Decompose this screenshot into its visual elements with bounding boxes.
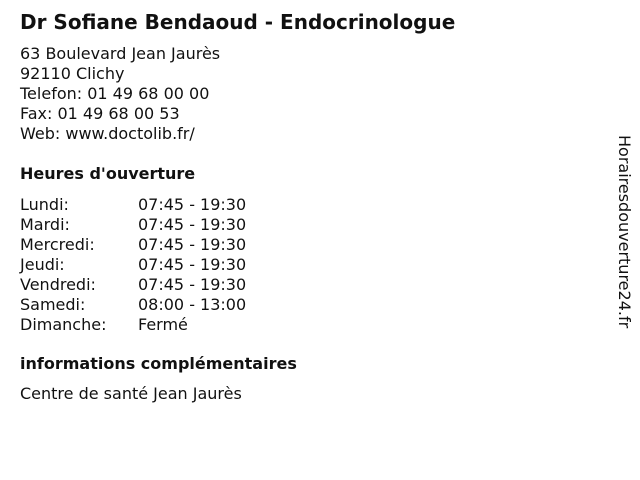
fax-number: Fax: 01 49 68 00 53 (20, 104, 180, 123)
page-title: Dr Sofiane Bendaoud - Endocrinologue (20, 10, 456, 34)
website: Web: www.doctolib.fr/ (20, 124, 195, 143)
day-label: Jeudi: (20, 255, 65, 274)
day-label: Mercredi: (20, 235, 95, 254)
info-text: Centre de santé Jean Jaurès (20, 384, 242, 403)
site-watermark: Horairesdouverture24.fr (615, 135, 634, 329)
hours-value: 08:00 - 13:00 (138, 295, 247, 314)
hours-value: 07:45 - 19:30 (138, 195, 247, 214)
hours-value: 07:45 - 19:30 (138, 275, 247, 294)
hours-row-wednesday (20, 235, 246, 255)
hours-value: Fermé (138, 315, 188, 334)
day-label: Lundi: (20, 195, 69, 214)
hours-value: 07:45 - 19:30 (138, 215, 247, 234)
day-label: Vendredi: (20, 275, 96, 294)
city-address: 92110 Clichy (20, 64, 125, 83)
hours-row-tuesday (20, 215, 246, 235)
hours-row-thursday (20, 255, 246, 275)
street-address: 63 Boulevard Jean Jaurès (20, 44, 221, 63)
hours-heading: Heures d'ouverture (20, 164, 196, 183)
day-label: Mardi: (20, 215, 70, 234)
day-label: Samedi: (20, 295, 86, 314)
hours-value: 07:45 - 19:30 (138, 235, 247, 254)
day-label: Dimanche: (20, 315, 107, 334)
address-block (20, 44, 220, 144)
info-heading: informations complémentaires (20, 354, 297, 373)
hours-value: 07:45 - 19:30 (138, 255, 247, 274)
opening-hours-table (20, 195, 246, 335)
hours-row-friday (20, 275, 246, 295)
hours-row-monday (20, 195, 246, 215)
phone-number: Telefon: 01 49 68 00 00 (20, 84, 210, 103)
hours-row-saturday (20, 295, 246, 315)
hours-row-sunday (20, 315, 246, 335)
